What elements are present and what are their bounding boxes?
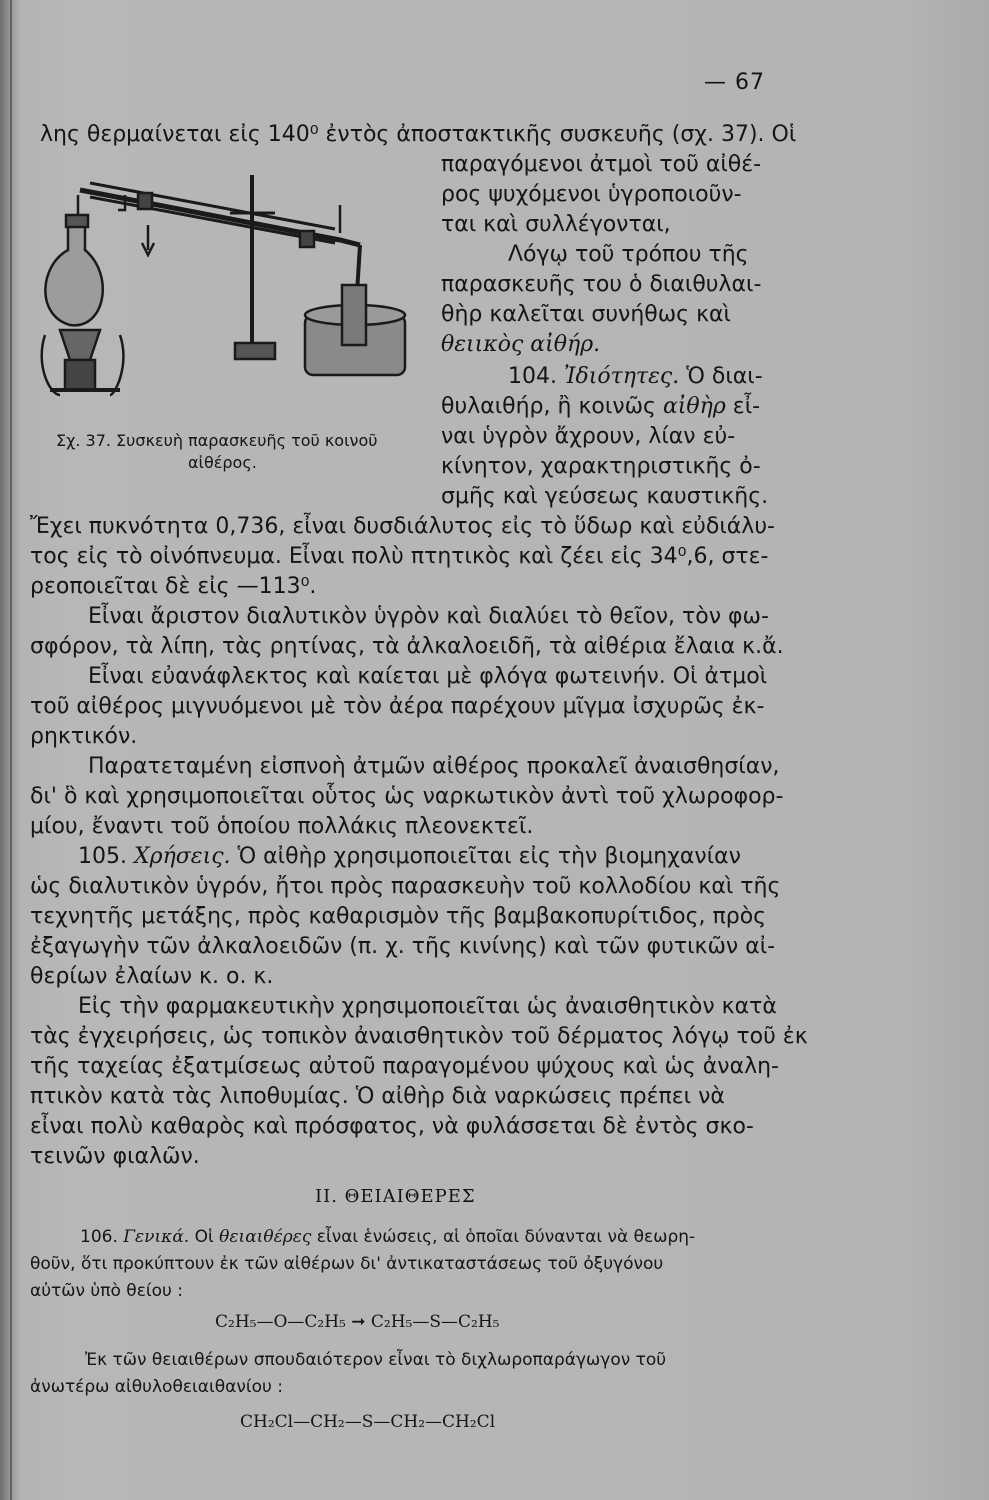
figure-caption-line-1: Σχ. 37. Συσκευὴ παρασκευῆς τοῦ κοινοῦ (56, 431, 378, 450)
text-line: ρος ψυχόμενοι ὑγροποιοῦν- (441, 182, 742, 207)
text-line: ρηκτικόν. (30, 724, 138, 749)
text-line: ναι ὑγρὸν ἄχρουν, λίαν εὐ- (441, 424, 736, 449)
text-line (441, 330, 600, 360)
text-fragment: Οἱ (194, 1227, 214, 1247)
text-line: τος εἰς τὸ οἰνόπνευμα. Εἶναι πολὺ πτητικὸς καὶ ζέει εἰς 34⁰,6, στε- (30, 544, 769, 569)
text-fragment: εἶναι ἑνώσεις, αἱ ὁποῖαι δύνανται νὰ θεωρη- (316, 1227, 696, 1247)
section-title: II. ΘΕΙΑΙΘΕΡΕΣ (315, 1186, 476, 1207)
text-line: Εἰς τὴν φαρμακευτικὴν χρησιμοποιεῖται ὡς ἀναισθητικὸν κατὰ (78, 994, 777, 1019)
text-line: παραγόμενοι ἀτμοὶ τοῦ αἰθέ- (441, 152, 762, 177)
text-line: δι' ὃ καὶ χρησιμοποιεῖται οὗτος ὡς ναρκωτικὸν ἀντὶ τοῦ χλωροφορ- (30, 784, 784, 809)
text-line: τεχνητῆς μετάξης, πρὸς καθαρισμὸν τῆς βαμβακοπυρίτιδος, πρὸς (30, 904, 767, 929)
page-binding-edge (10, 0, 12, 1500)
section-106-heading (80, 1225, 695, 1249)
figure-caption-line-2: αἰθέρος. (188, 453, 257, 472)
text-line: παρασκευῆς του ὁ διαιθυλαι- (441, 272, 762, 297)
text-line: Ἐκ τῶν θειαιθέρων σπουδαιότερον εἶναι τὸ διχλωροπαράγωγον τοῦ (85, 1350, 667, 1370)
section-title: Χρήσεις. (133, 844, 231, 869)
text-line: λης θερμαίνεται εἰς 140⁰ ἐντὸς ἀποστακτικῆς συσκευῆς (σχ. 37). Οἱ (40, 122, 797, 147)
section-105-heading (78, 842, 741, 872)
text-line: σφόρον, τὰ λίπη, τὰς ρητίνας, τὰ ἀλκαλοειδῆ, τὰ αἰθέρια ἔλαια κ.ἄ. (30, 634, 784, 659)
text-fragment: εἶ- (732, 394, 761, 419)
text-line: θερίων ἐλαίων κ. ο. κ. (30, 964, 274, 989)
page-number: — 67 (704, 70, 765, 95)
text-line: τοῦ αἰθέρος μιγνυόμενοι μὲ τὸν ἀέρα παρέχουν μῖγμα ἰσχυρῶς ἐκ- (30, 694, 765, 719)
italic-term: θειικὸς αἰθήρ. (441, 332, 601, 357)
text-line: κίνητον, χαρακτηριστικῆς ὀ- (441, 454, 761, 479)
text-line: Λόγῳ τοῦ τρόπου τῆς (508, 242, 749, 267)
distillation-apparatus-icon (30, 165, 420, 425)
text-fragment: θυλαιθήρ, ἢ κοινῶς (441, 394, 656, 419)
section-title: Γενικά. (123, 1227, 190, 1247)
section-number: 104. (508, 364, 557, 389)
chemical-formula: C₂H₅—O—C₂H₅ ➞ C₂H₅—S—C₂H₅ (215, 1312, 500, 1332)
section-104-heading (508, 362, 763, 392)
section-number: 105. (78, 844, 127, 869)
text-line: πτικὸν κατὰ τὰς λιποθυμίας. Ὁ αἰθὴρ διὰ ναρκώσεις πρέπει νὰ (30, 1084, 725, 1109)
text-line: ρεοποιεῖται δὲ εἰς —113⁰. (30, 574, 317, 599)
text-line: τῆς ταχείας ἐξατμίσεως αὐτοῦ παραγομένου ψύχους καὶ ὡς ἀναλη- (30, 1054, 779, 1079)
text-line: Ἔχει πυκνότητα 0,736, εἶναι δυσδιάλυτος εἰς τὸ ὕδωρ καὶ εὐδιάλυ- (30, 514, 775, 539)
section-number: 106. (80, 1227, 118, 1247)
chemical-formula: CH₂Cl—CH₂—S—CH₂—CH₂Cl (240, 1412, 496, 1432)
text-line: θὴρ καλεῖται συνήθως καὶ (441, 302, 731, 327)
text-line: σμῆς καὶ γεύσεως καυστικῆς. (441, 484, 769, 509)
text-line: θοῦν, ὅτι προκύπτουν ἐκ τῶν αἰθέρων δι' ἀντικαταστάσεως τοῦ ὀξυγόνου (30, 1254, 664, 1274)
italic-term: θειαιθέρες (219, 1227, 312, 1247)
text-line: αὐτῶν ὑπὸ θείου : (30, 1281, 183, 1301)
text-line: τὰς ἐγχειρήσεις, ὡς τοπικὸν ἀναισθητικὸν τοῦ δέρματος λόγῳ τοῦ ἐκ (30, 1024, 808, 1049)
text-line: εἶναι πολὺ καθαρὸς καὶ πρόσφατος, νὰ φυλάσσεται δὲ ἐντὸς σκο- (30, 1114, 754, 1139)
text-line: ὡς διαλυτικὸν ὑγρόν, ἤτοι πρὸς παρασκευὴν τοῦ κολλοδίου καὶ τῆς (30, 874, 781, 899)
text-line: μίου, ἔναντι τοῦ ὁποίου πολλάκις πλεονεκτεῖ. (30, 814, 534, 839)
text-line (441, 392, 760, 422)
text-fragment: Ὁ αἰθὴρ χρησιμοποιεῖται εἰς τὴν βιομηχανίαν (237, 844, 741, 869)
text-line: Παρατεταμένη εἰσπνοὴ ἀτμῶν αἰθέρος προκαλεῖ ἀναισθησίαν, (88, 754, 780, 779)
text-line: ἐξαγωγὴν τῶν ἀλκαλοειδῶν (π. χ. τῆς κινίνης) καὶ τῶν φυτικῶν αἰ- (30, 934, 776, 959)
section-title: Ἰδιότητες. (563, 364, 680, 389)
text-line: Εἶναι ἄριστον διαλυτικὸν ὑγρὸν καὶ διαλύει τὸ θεῖον, τὸν φω- (88, 604, 769, 629)
text-line: ἀνωτέρω αἰθυλοθειαιθανίου : (30, 1377, 283, 1397)
text-fragment: Ὁ διαι- (686, 364, 763, 389)
text-line: τεινῶν φιαλῶν. (30, 1144, 200, 1169)
text-line: Εἶναι εὐανάφλεκτος καὶ καίεται μὲ φλόγα φωτεινήν. Οἱ ἀτμοὶ (88, 664, 768, 689)
italic-term: αἰθὴρ (662, 394, 726, 419)
text-line: ται καὶ συλλέγονται, (441, 212, 671, 237)
